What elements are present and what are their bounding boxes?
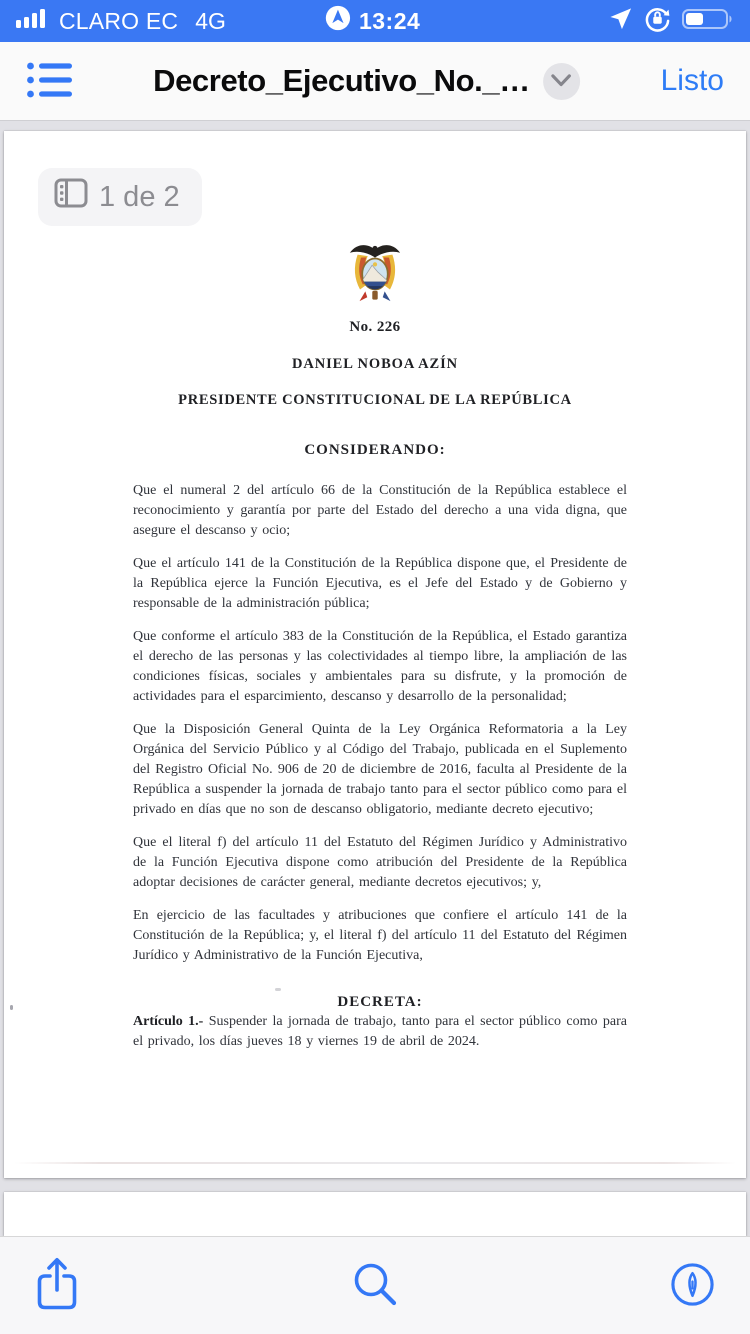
list-bullet-icon bbox=[26, 59, 73, 104]
carrier-label: CLARO EC bbox=[59, 7, 179, 34]
doc-paragraph: En ejercicio de las facultades y atribuciones que confiere el artículo 141 de la Constitución de la República; y, el literal f) del artículo 11 del Estatuto del Régimen Jurídico y Administrativo de la Función Ejecutiva, bbox=[133, 908, 627, 963]
decree-number: No. 226 bbox=[349, 319, 401, 335]
scan-artifact bbox=[275, 988, 281, 991]
signal-strength-icon bbox=[16, 7, 50, 35]
markup-button[interactable] bbox=[669, 1261, 716, 1311]
decree-document bbox=[4, 131, 746, 1052]
sidebar-pages-icon bbox=[54, 178, 88, 216]
doc-paragraph: Que el literal f) del artículo 11 del Estatuto del Régimen Jurídico y Administrativo de la Función Ejecutiva dispone como atribución del Presidente de la República adoptar decisiones de carácter general, mediante decretos ejecutivos; y, bbox=[133, 835, 627, 890]
done-button[interactable]: Listo bbox=[660, 64, 724, 97]
signatory-title: PRESIDENTE CONSTITUCIONAL DE LA REPÚBLICA bbox=[178, 392, 572, 408]
signatory-name: DANIEL NOBOA AZÍN bbox=[292, 356, 458, 372]
section-heading-considerando: CONSIDERANDO: bbox=[304, 442, 446, 458]
doc-paragraph: Que el artículo 141 de la Constitución de la República dispone que, el Presidente de la República ejerce la Función Ejecutiva, es el Jefe del Estado y de Gobierno y responsable de la administración pública; bbox=[133, 556, 627, 611]
network-type-label: 4G bbox=[195, 7, 226, 34]
status-center-group bbox=[324, 0, 420, 42]
doc-paragraph: Que la Disposición General Quinta de la Ley Orgánica Reformatoria a la Ley Orgánica del Servicio Público y al Código del Trabajo, publicada en el Suplemento del Registro Oficial No. 906 de 20 de diciembre de 2016, faculta al Presidente de la República a suspender la jornada de trabajo tanto para el sector público como para el privado en días que no son de descanso obligatorio, mediante decreto ejecutivo; bbox=[133, 722, 627, 817]
markup-pen-icon bbox=[669, 1261, 716, 1311]
scan-artifact bbox=[10, 1005, 13, 1010]
article-1-paragraph bbox=[133, 1012, 627, 1052]
decree-body-text bbox=[133, 481, 627, 1052]
bottom-toolbar bbox=[0, 1236, 750, 1334]
navigation-arrow-circle-icon bbox=[324, 4, 352, 38]
article-1-text: Suspender la jornada de trabajo, tanto para el sector público como para el privado, los días jueves 18 y viernes 19 de abril de 2024. bbox=[133, 1014, 627, 1049]
status-left-group bbox=[16, 7, 226, 35]
search-icon bbox=[350, 1259, 400, 1312]
pdf-page-1 bbox=[4, 131, 746, 1178]
location-arrow-icon bbox=[608, 6, 633, 37]
share-icon bbox=[34, 1256, 80, 1315]
page-indicator-label: 1 de 2 bbox=[99, 180, 180, 213]
doc-paragraph: Que conforme el artículo 383 de la Constitución de la República, el Estado garantiza el derecho de las personas y las colectividades al tiempo libre, la ampliación de las condiciones físicas, sociales y ambientales para su disfrute, y la promoción de actividades para el esparcimiento, descanso y desarrollo de la personalidad; bbox=[133, 629, 627, 704]
ecuador-coat-of-arms-image bbox=[346, 241, 404, 307]
pdf-page-2-peek bbox=[4, 1192, 746, 1236]
thumbnail-list-button[interactable] bbox=[26, 59, 73, 104]
share-button[interactable] bbox=[34, 1256, 80, 1315]
article-1-label: Artículo 1.- bbox=[133, 1014, 204, 1029]
status-bar bbox=[0, 0, 750, 42]
orientation-lock-icon bbox=[644, 5, 671, 38]
scan-artifact-line bbox=[14, 1162, 736, 1164]
section-heading-decreta: DECRETA: bbox=[337, 994, 423, 1010]
search-button[interactable] bbox=[350, 1259, 400, 1312]
document-title-group bbox=[153, 63, 580, 100]
quicklook-nav-bar bbox=[0, 42, 750, 121]
clock-label: 13:24 bbox=[358, 7, 421, 34]
document-title: Decreto_Ejecutivo_No._… bbox=[153, 63, 530, 98]
doc-paragraph: Que el numeral 2 del artículo 66 de la Constitución de la República establece el reconocimiento y garantía por parte del Estado del derecho a una vida digna, que asegure el descanso y ocio; bbox=[133, 483, 627, 538]
title-menu-button[interactable] bbox=[543, 63, 580, 100]
page-indicator-badge[interactable] bbox=[38, 168, 202, 226]
document-scroll-area[interactable] bbox=[0, 121, 750, 1236]
chevron-down-icon bbox=[550, 72, 572, 91]
battery-icon bbox=[682, 8, 734, 35]
status-right-group bbox=[608, 5, 734, 38]
